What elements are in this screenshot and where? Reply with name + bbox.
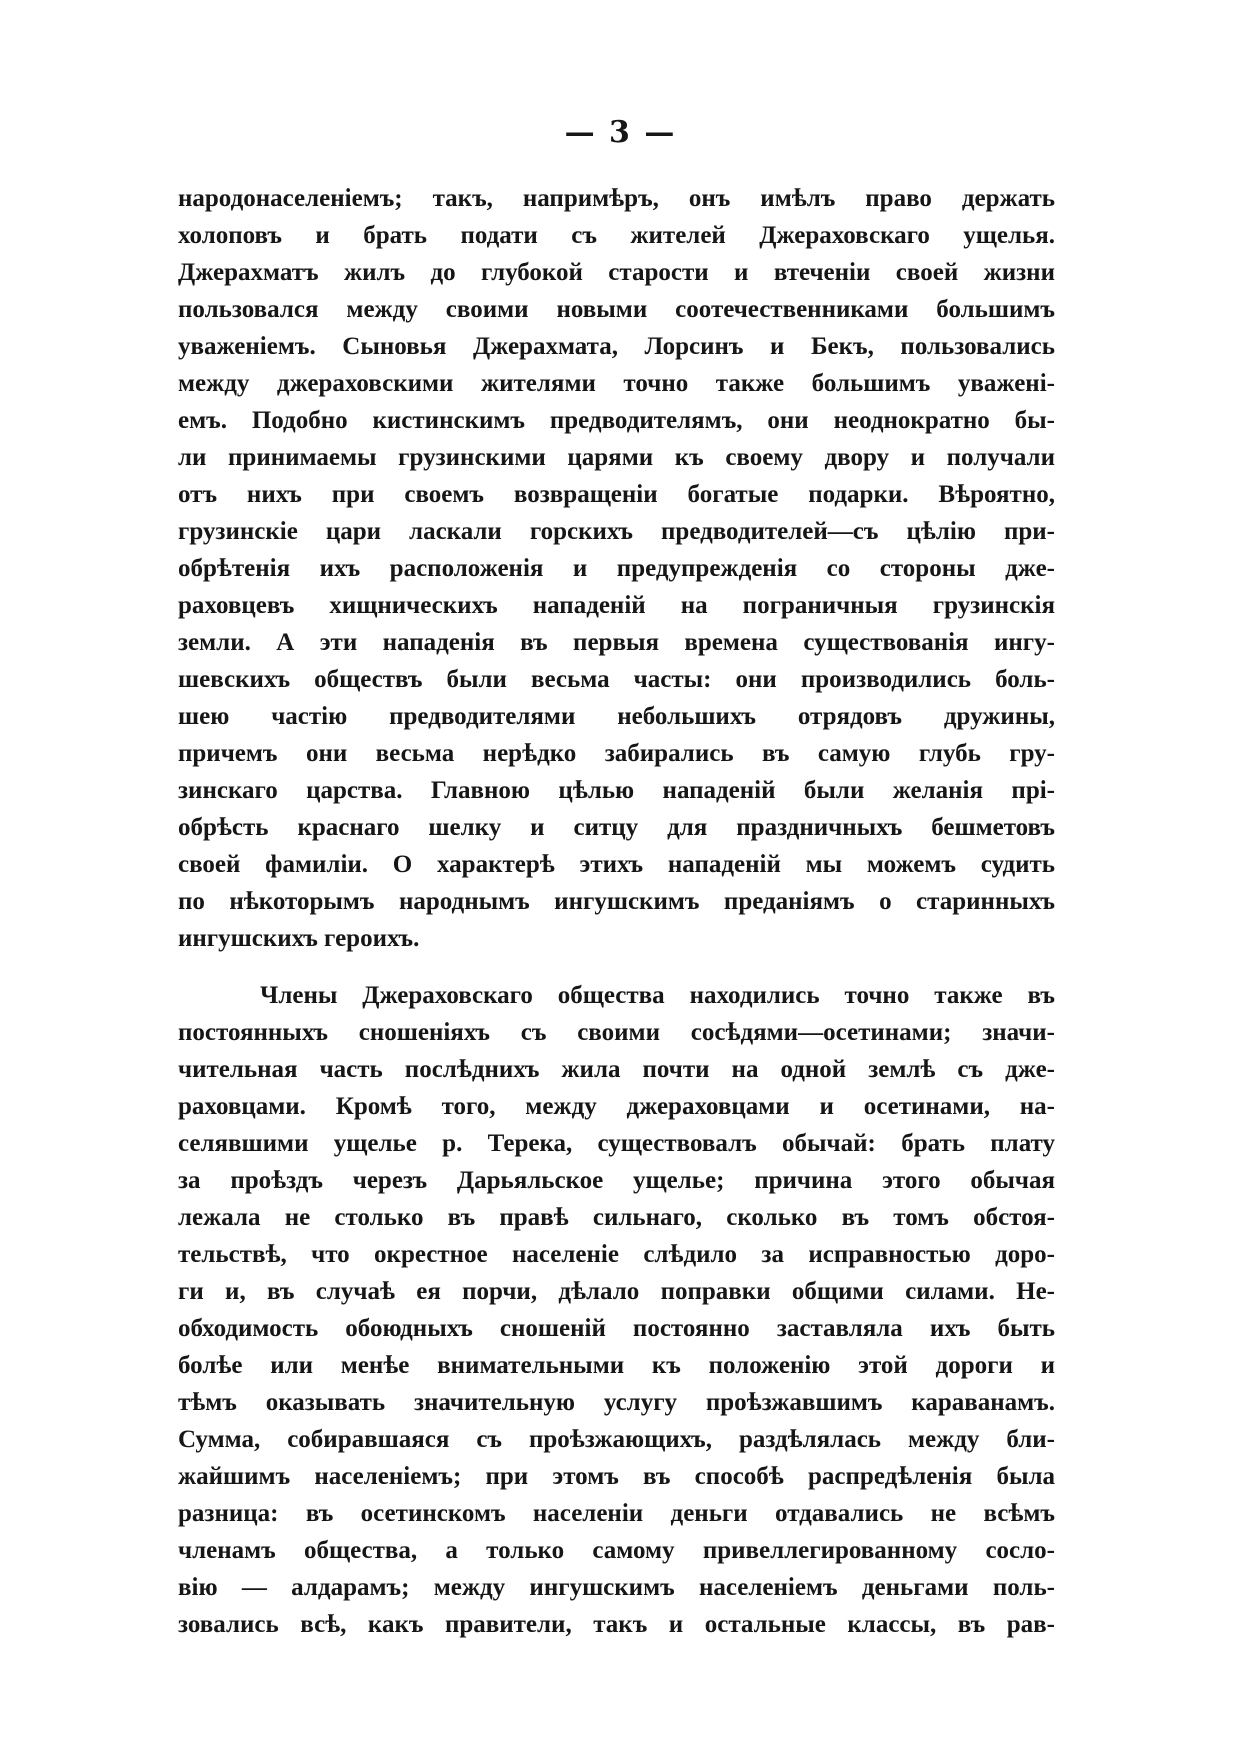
text-line: лежала не столько въ правѣ сильнаго, сколько въ томъ обстоя- [178, 1204, 1055, 1231]
text-line: зинскаго царства. Главною цѣлью нападеній были желанія прі- [178, 777, 1055, 804]
paragraph-1 [178, 180, 1055, 957]
text-line: своей фамиліи. О характерѣ этихъ нападеній мы можемъ судить [178, 851, 1055, 878]
text-line: раховцами. Кромѣ того, между джераховцами и осетинами, на- [178, 1093, 1055, 1120]
text-line: грузинскіе цари ласкали горскихъ предводителей—съ цѣлію при- [178, 518, 1055, 545]
text-line: причемъ они весьма нерѣдко забирались въ самую глубь гру- [178, 740, 1055, 767]
text-line: шею частію предводителями небольшихъ отрядовъ дружины, [178, 703, 1055, 730]
text-line: зовались всѣ, какъ правители, такъ и остальные классы, въ рав- [178, 1611, 1055, 1638]
text-line: ли принимаемы грузинскими царями къ своему двору и получали [178, 444, 1055, 471]
text-line: селявшими ущелье р. Терека, существовалъ обычай: брать плату [178, 1130, 1055, 1157]
text-line: постоянныхъ сношеніяхъ съ своими сосѣдями—осетинами; значи- [178, 1019, 1055, 1046]
text-line: ингушскихъ героихъ. [178, 925, 420, 952]
text-line: обходимость обоюдныхъ сношеній постоянно заставляла ихъ быть [178, 1315, 1055, 1342]
text-line: за проѣздъ черезъ Дарьяльское ущелье; причина этого обычая [178, 1167, 1055, 1194]
text-line: ги и, въ случаѣ ея порчи, дѣлало поправки общими силами. Не- [178, 1278, 1055, 1305]
text-line: Сумма, собиравшаяся съ проѣзжающихъ, раздѣлялась между бли- [178, 1426, 1055, 1453]
text-line: жайшимъ населеніемъ; при этомъ въ способѣ распредѣленія была [178, 1463, 1055, 1490]
text-line: Джерахматъ жилъ до глубокой старости и втеченіи своей жизни [178, 259, 1055, 286]
paragraph-2 [178, 977, 1055, 1643]
text-line: раховцевъ хищническихъ нападеній на пограничныя грузинскія [178, 592, 1055, 619]
text-line: тельствѣ, что окрестное населеніе слѣдило за исправностью доро- [178, 1241, 1055, 1268]
text-line: вію — алдарамъ; между ингушскимъ населеніемъ деньгами поль- [178, 1574, 1055, 1601]
text-line: пользовался между своими новыми соотечественниками большимъ [178, 296, 1055, 323]
text-line: народонаселеніемъ; такъ, напримѣръ, онъ имѣлъ право держать [178, 185, 1055, 212]
text-line: емъ. Подобно кистинскимъ предводителямъ, они неоднократно бы- [178, 407, 1055, 434]
text-line: членамъ общества, а только самому привеллегированному сосло- [178, 1537, 1055, 1564]
text-line: обрѣтенія ихъ расположенія и предупрежденія со стороны дже- [178, 555, 1055, 582]
text-line: между джераховскими жителями точно также большимъ уважені- [178, 370, 1055, 397]
text-line: чительная часть послѣднихъ жила почти на одной землѣ съ дже- [178, 1056, 1055, 1083]
text-line: холоповъ и брать подати съ жителей Джераховскаго ущелья. [178, 222, 1055, 249]
text-line: тѣмъ оказывать значительную услугу проѣзжавшимъ караванамъ. [178, 1389, 1055, 1416]
text-line: отъ нихъ при своемъ возвращеніи богатые подарки. Вѣроятно, [178, 481, 1055, 508]
text-line: уваженіемъ. Сыновья Джерахмата, Лорсинъ и Бекъ, пользовались [178, 333, 1055, 360]
text-line: Члены Джераховскаго общества находились точно также въ [260, 982, 1055, 1009]
text-line: по нѣкоторымъ народнымъ ингушскимъ преданіямъ о старинныхъ [178, 888, 1055, 915]
text-line: болѣе или менѣе внимательными къ положенію этой дороги и [178, 1352, 1055, 1379]
text-line: разница: въ осетинскомъ населеніи деньги отдавались не всѣмъ [178, 1500, 1055, 1527]
page-number: — 3 — [564, 115, 677, 150]
text-line: земли. А эти нападенія въ первыя времена существованія ингу- [178, 629, 1055, 656]
text-line: шевскихъ обществъ были весьма часты: они производились боль- [178, 666, 1055, 693]
text-line: обрѣсть краснаго шелку и ситцу для праздничныхъ бешметовъ [178, 814, 1055, 841]
